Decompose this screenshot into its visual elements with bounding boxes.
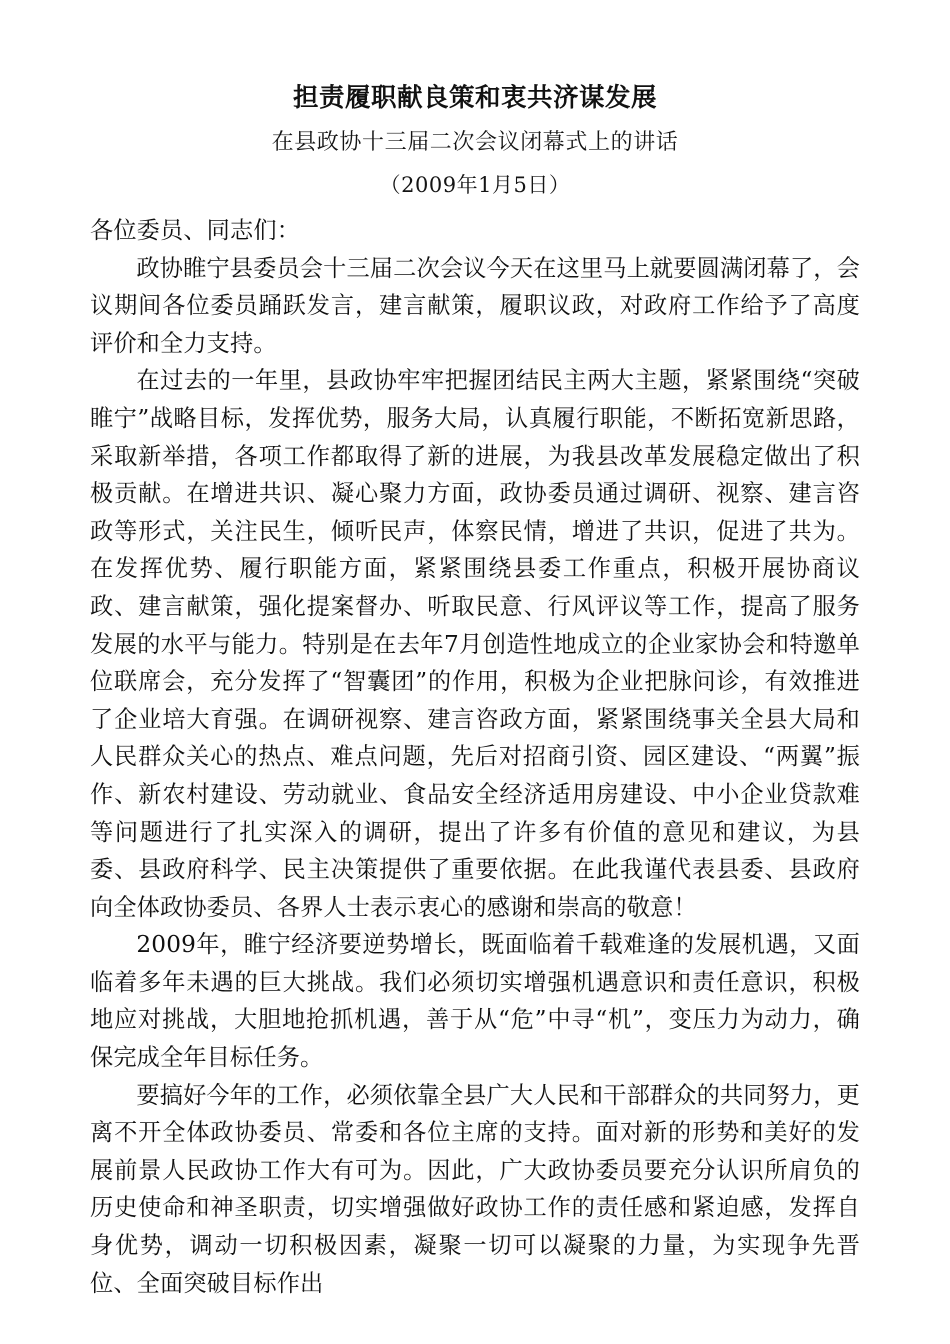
body-paragraph-2: 在过去的一年里，县政协牢牢把握团结民主两大主题，紧紧围绕“突破睢宁”战略目标，发挥优势，服务大局，认真履行职能，不断拓宽新思路，采取新举措，各项工作都取得了新的进展，为我县改革发展稳定做出了积极贡献。在增进共识、凝心聚力方面，政协委员通过调研、视察、建言咨政等形式，关注民生，倾听民声，体察民情，增进了共识，促进了共为。在发挥优势、履行职能方面，紧紧围绕县委工作重点，积极开展协商议政、建言献策，强化提案督办、听取民意、行风评议等工作，提高了服务发展的水平与能力。特别是在去年7月创造性地成立的企业家协会和特邀单位联席会，充分发挥了“智囊团”的作用，积极为企业把脉问诊，有效推进了企业培大育强。在调研视察、建言咨政方面，紧紧围绕事关全县大局和人民群众关心的热点、难点问题，先后对招商引资、园区建设、“两翼”振作、新农村建设、劳动就业、食品安全经济适用房建设、中小企业贷款难等问题进行了扎实深入的调研，提出了许多有价值的意见和建议，为县委、县政府科学、民主决策提供了重要依据。在此我谨代表县委、县政府向全体政协委员、各界人士表示衷心的感谢和崇高的敬意！: [90, 367, 860, 921]
document-body: [90, 212, 860, 1302]
body-paragraph-1: 政协睢宁县委员会十三届二次会议今天在这里马上就要圆满闭幕了，会议期间各位委员踊跃发言，建言献策，履职议政，对政府工作给予了高度评价和全力支持。: [90, 254, 860, 357]
document-date: （2009年1月5日）: [379, 173, 571, 197]
document-title: 担责履职献良策和衷共济谋发展: [292, 83, 657, 113]
body-paragraph-4: 要搞好今年的工作，必须依靠全县广大人民和干部群众的共同努力，更离不开全体政协委员、常委和各位主席的支持。面对新的形势和美好的发展前景人民政协工作大有可为。因此，广大政协委员要充分认识所肩负的历史使命和神圣职责，切实增强做好政协工作的责任感和紧迫感，发挥自身优势，调动一切积极因素，凝聚一切可以凝聚的力量，为实现争先晋位、全面突破目标作出: [90, 1081, 860, 1297]
title-block: [90, 78, 860, 204]
document-subtitle: 在县政协十三届二次会议闭幕式上的讲话: [271, 130, 679, 155]
body-paragraph-3: 2009年，睢宁经济要逆势增长，既面临着千载难逢的发展机遇，又面临着多年未遇的巨大挑战。我们必须切实增强机遇意识和责任意识，积极地应对挑战，大胆地抢抓机遇，善于从“危”中寻“机”，变压力为动力，确保完成全年目标任务。: [90, 931, 860, 1072]
salutation-line: 各位委员、同志们：: [90, 217, 301, 244]
